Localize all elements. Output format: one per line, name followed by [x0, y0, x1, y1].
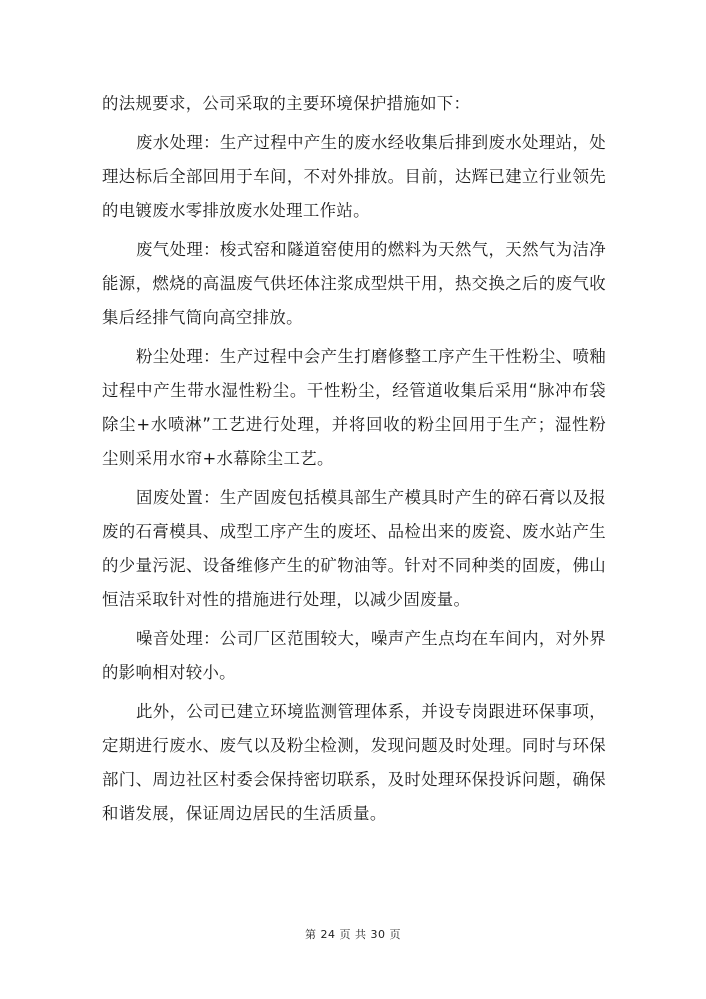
text-line: 恒洁采取针对性的措施进行处理，以减少固废量。 [102, 590, 471, 609]
paragraph-wastewater [102, 126, 606, 228]
text-line: 废的石膏模具、成型工序产生的废坯、品检出来的废瓷、废水站产生 [102, 522, 606, 541]
paragraph-intro [102, 87, 606, 121]
paragraph-solid-waste [102, 481, 606, 617]
text-line: 过程中产生带水湿性粉尘。干性粉尘，经管道收集后采用“脉冲布袋 [102, 381, 606, 400]
page-number: 第 24 页 共 30 页 [305, 928, 401, 941]
text-line: 集后经排气筒向高空排放。 [102, 308, 303, 327]
text-line: 理达标后全部回用于车间，不对外排放。目前，达辉已建立行业领先 [102, 167, 606, 186]
body-text [102, 87, 606, 836]
paragraph-noise [102, 622, 606, 690]
text-line: 的影响相对较小。 [102, 663, 236, 682]
text-line: 的电镀废水零排放废水处理工作站。 [102, 201, 370, 220]
text-line: 定期进行废水、废气以及粉尘检测，发现问题及时处理。同时与环保 [102, 736, 606, 755]
text-line: 废水处理：生产过程中产生的废水经收集后排到废水处理站，处 [136, 133, 606, 152]
text-line: 尘则采用水帘+水幕除尘工艺。 [102, 449, 334, 468]
text-line: 能源，燃烧的高温废气供坯体注浆成型烘干用，热交换之后的废气收 [102, 274, 606, 293]
paragraph-dust [102, 340, 606, 476]
text-line: 的法规要求，公司采取的主要环境保护措施如下： [102, 94, 471, 113]
paragraph-monitoring [102, 695, 606, 831]
text-line: 除尘+水喷淋”工艺进行处理，并将回收的粉尘回用于生产；湿性粉 [102, 415, 606, 434]
text-line: 废气处理：梭式窑和隧道窑使用的燃料为天然气，天然气为洁净 [136, 240, 606, 259]
text-line: 部门、周边社区村委会保持密切联系，及时处理环保投诉问题，确保 [102, 770, 606, 789]
text-line: 噪音处理：公司厂区范围较大，噪声产生点均在车间内，对外界 [136, 629, 606, 648]
text-line: 和谐发展，保证周边居民的生活质量。 [102, 804, 387, 823]
text-line: 固废处置：生产固废包括模具部生产模具时产生的碎石膏以及报 [136, 488, 606, 507]
text-line: 的少量污泥、设备维修产生的矿物油等。针对不同种类的固废，佛山 [102, 556, 606, 575]
paragraph-exhaust-gas [102, 233, 606, 335]
text-line: 粉尘处理：生产过程中会产生打磨修整工序产生干性粉尘、喷釉 [136, 347, 606, 366]
text-line: 此外，公司已建立环境监测管理体系，并设专岗跟进环保事项， [136, 702, 606, 721]
